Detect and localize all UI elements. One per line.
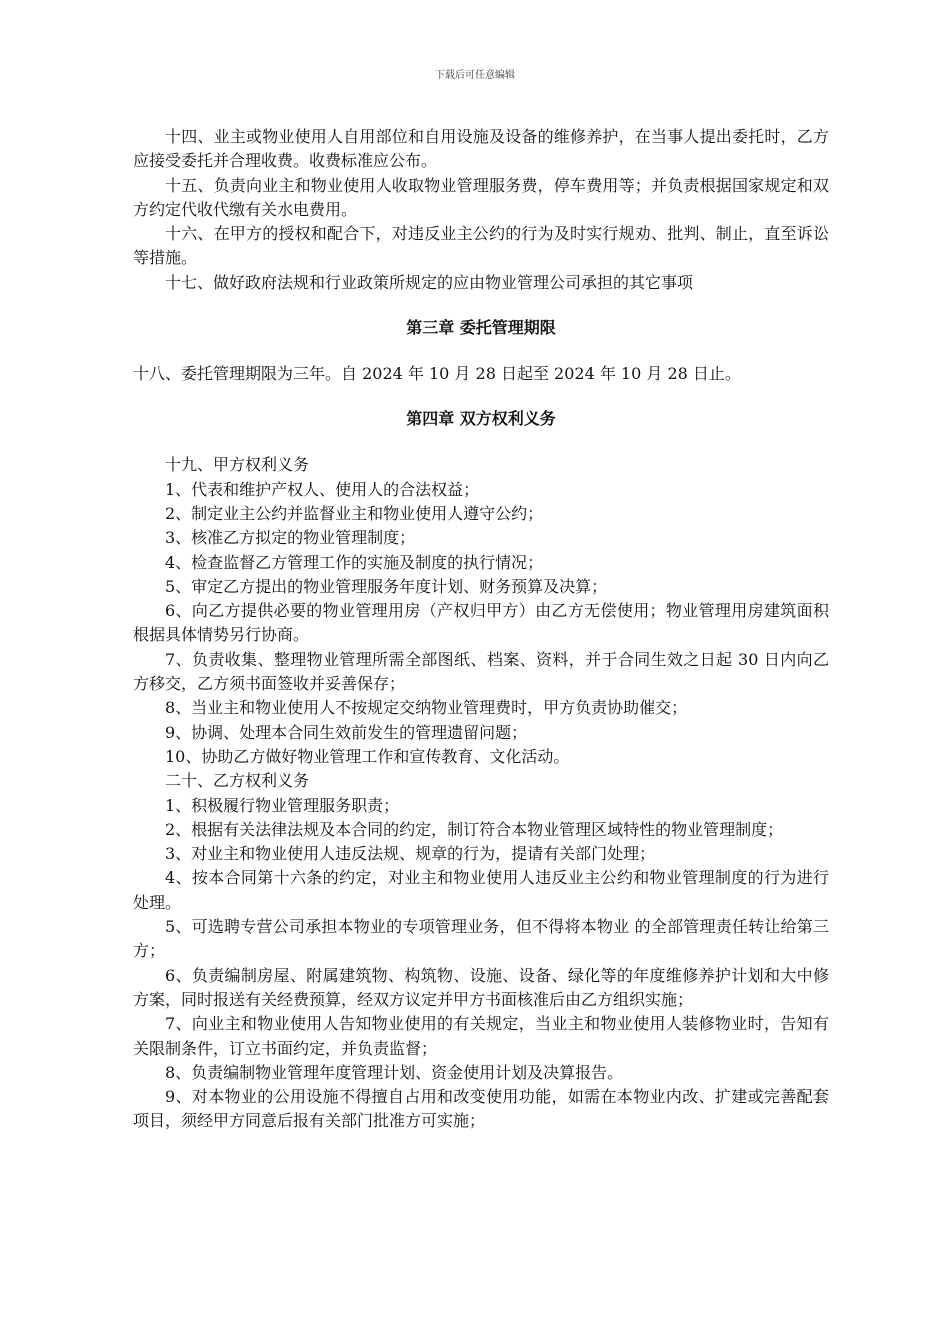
party-a-item-4: 4、检查监督乙方管理工作的实施及制度的执行情况；: [165, 552, 544, 572]
paragraph-17: 十七、做好政府法规和行业政策所规定的应由物业管理公司承担的其它事项: [165, 272, 694, 292]
paragraph-16: 十六、在甲方的授权和配合下，对违反业主公约的行为及时实行规劝、批判、制止，直至诉讼等措施。: [133, 224, 829, 268]
party-b-item-8: 8、负责编制物业管理年度管理计划、资金使用计划及决算报告。: [165, 1062, 624, 1082]
party-a-item-7: 7、负责收集、整理物业管理所需全部图纸、档案、资料，并于合同生效之日起 30 日内向乙方移交，乙方须书面签收并妥善保存；: [133, 649, 829, 694]
document-body: [133, 125, 829, 1134]
party-b-item-2: 2、根据有关法律法规及本合同的约定，制订符合本物业管理区域特性的物业管理制度；: [165, 819, 784, 839]
party-b-item-5: 5、可选聘专营公司承担本物业的专项管理业务，但不得将本物业 的全部管理责任转让给第三方；: [133, 917, 829, 961]
party-a-item-10: 10、协助乙方做好物业管理工作和宣传教育、文化活动。: [165, 746, 570, 766]
party-b-item-3: 3、对业主和物业使用人违反法规、规章的行为，提请有关部门处理；: [165, 844, 656, 864]
paragraph-14: 十四、业主或物业使用人自用部位和自用设施及设备的维修养护，在当事人提出委托时，乙方应接受委托并合理收费。收费标准应公布。: [133, 127, 829, 171]
party-a-item-3: 3、核准乙方拟定的物业管理制度；: [165, 528, 416, 548]
chapter-4-heading: 第四章 双方权利义务: [406, 409, 556, 429]
chapter-3-heading: 第三章 委托管理期限: [406, 318, 556, 338]
paragraph-18-term: 十八、委托管理期限为三年。自 2024 年 10 月 28 日起至 2024 年 10 月 28 日止。: [133, 364, 741, 384]
party-b-heading: 二十、乙方权利义务: [165, 771, 310, 791]
party-a-item-9: 9、协调、处理本合同生效前发生的管理遗留问题；: [165, 722, 528, 742]
party-b-item-1: 1、积极履行物业管理服务职责；: [165, 795, 400, 815]
party-a-item-5: 5、审定乙方提出的物业管理服务年度计划、财务预算及决算；: [165, 576, 608, 596]
page-header: 下载后可任意编辑: [435, 70, 515, 81]
party-b-item-7: 7、向业主和物业使用人告知物业使用的有关规定，当业主和物业使用人装修物业时，告知有关限制条件，订立书面约定，并负责监督；: [133, 1014, 829, 1058]
party-a-item-1: 1、代表和维护产权人、使用人的合法权益；: [165, 479, 480, 499]
paragraph-15: 十五、负责向业主和物业使用人收取物业管理服务费，停车费用等；并负责根据国家规定和双方约定代收代缴有关水电费用。: [133, 175, 829, 219]
party-a-item-8: 8、当业主和物业使用人不按规定交纳物业管理费时，甲方负责协助催交；: [165, 698, 688, 718]
party-b-item-4: 4、按本合同第十六条的约定，对业主和物业使用人违反业主公约和物业管理制度的行为进行处理。: [133, 868, 829, 912]
party-b-item-6: 6、负责编制房屋、附属建筑物、构筑物、设施、设备、绿化等的年度维修养护计划和大中修方案，同时报送有关经费预算，经双方议定并甲方书面核准后由乙方组织实施；: [133, 965, 829, 1009]
party-a-item-6: 6、向乙方提供必要的物业管理用房（产权归甲方）由乙方无偿使用；物业管理用房建筑面积根据具体情势另行协商。: [133, 601, 829, 645]
party-a-item-2: 2、制定业主公约并监督业主和物业使用人遵守公约；: [165, 503, 544, 523]
party-b-item-9: 9、对本物业的公用设施不得擅自占用和改变使用功能，如需在本物业内改、扩建或完善配套项目，须经甲方同意后报有关部门批准方可实施；: [133, 1087, 829, 1131]
party-a-heading: 十九、甲方权利义务: [165, 455, 310, 475]
